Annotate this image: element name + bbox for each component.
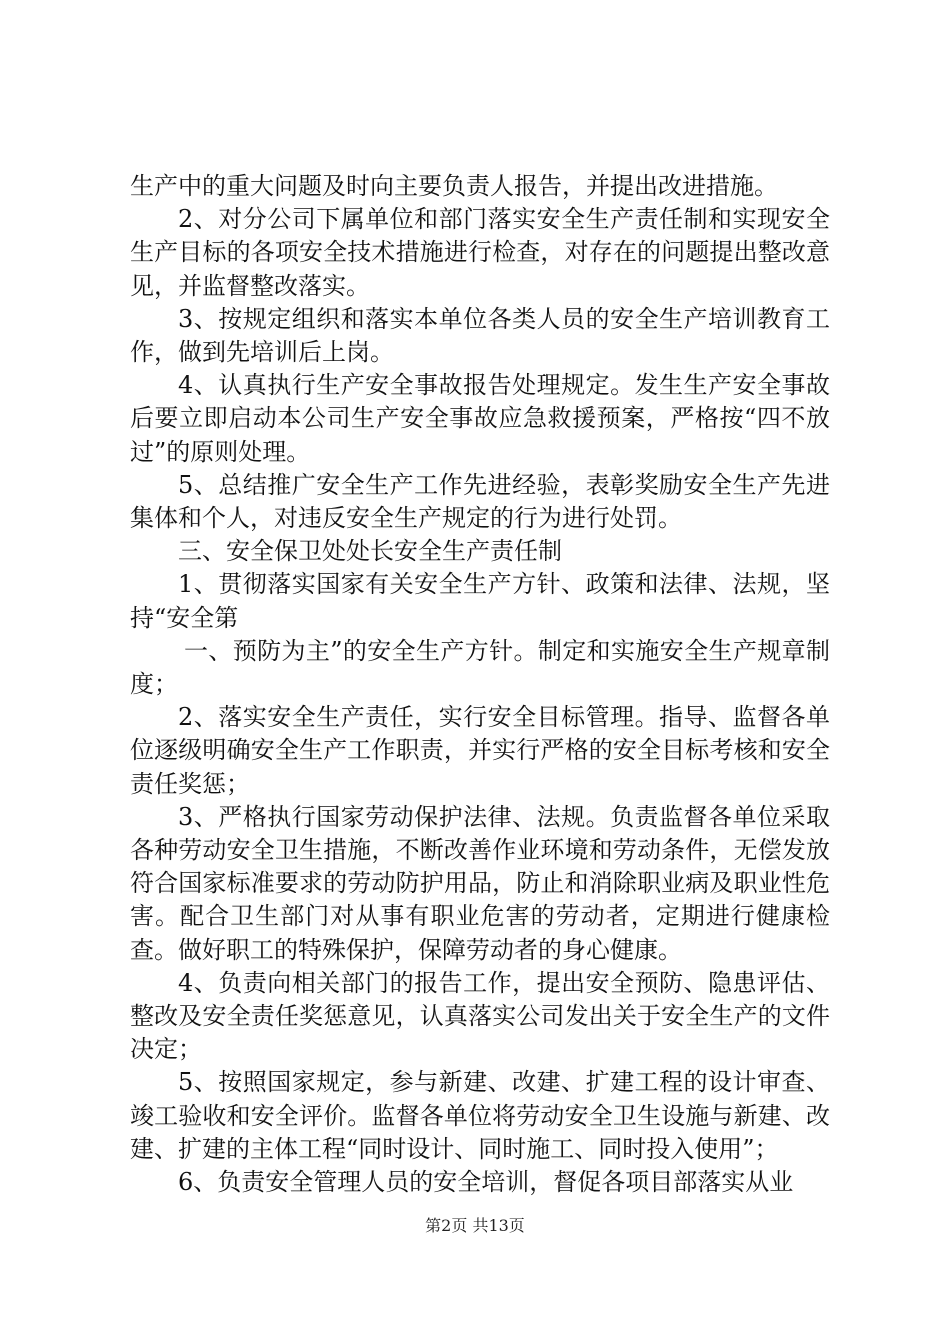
paragraph-item-5: 5、总结推广安全生产工作先进经验，表彰奖励安全生产先进集体和个人，对违反安全生产规定的行为进行处罚。 <box>130 470 830 533</box>
document-body <box>130 170 830 1199</box>
paragraph-item-2b: 2、落实安全生产责任，实行安全目标管理。指导、监督各单位逐级明确安全生产工作职责，并实行严格的安全目标考核和安全责任奖惩； <box>130 703 830 798</box>
paragraph-continuation: 生产中的重大问题及时向主要负责人报告，并提出改进措施。 <box>130 172 778 200</box>
paragraph-item-2: 2、对分公司下属单位和部门落实安全生产责任制和实现安全生产目标的各项安全技术措施进行检查，对存在的问题提出整改意见，并监督整改落实。 <box>130 205 830 300</box>
paragraph-item-1-continued: 一、预防为主”的安全生产方针。制定和实施安全生产规章制度； <box>130 636 830 699</box>
paragraph-item-4: 4、认真执行生产安全事故报告处理规定。发生生产安全事故后要立即启动本公司生产安全事故应急救援预案，严格按“四不放过”的原则处理。 <box>130 371 830 466</box>
paragraph-item-3b: 3、严格执行国家劳动保护法律、法规。负责监督各单位采取各种劳动安全卫生措施，不断改善作业环境和劳动条件，无偿发放符合国家标准要求的劳动防护用品，防止和消除职业病及职业性危害。配合卫生部门对从事有职业危害的劳动者，定期进行健康检查。做好职工的特殊保护，保障劳动者的身心健康。 <box>130 802 830 964</box>
paragraph-item-1: 1、贯彻落实国家有关安全生产方针、政策和法律、法规，坚持“安全第 <box>130 570 830 632</box>
paragraph-item-4b: 4、负责向相关部门的报告工作，提出安全预防、隐患评估、整改及安全责任奖惩意见，认真落实公司发出关于安全生产的文件决定； <box>130 968 830 1064</box>
paragraph-item-5b: 5、按照国家规定，参与新建、改建、扩建工程的设计审查、竣工验收和安全评价。监督各单位将劳动安全卫生设施与新建、改建、扩建的主体工程“同时设计、同时施工、同时投入使用”； <box>130 1068 830 1163</box>
section-heading: 三、安全保卫处处长安全生产责任制 <box>178 537 562 566</box>
page-number-footer: 第2页 共13页 <box>425 1216 525 1235</box>
paragraph-item-6b: 6、负责安全管理人员的安全培训，督促各项目部落实从业 <box>178 1168 794 1197</box>
paragraph-item-3: 3、按规定组织和落实本单位各类人员的安全生产培训教育工作，做到先培训后上岗。 <box>130 304 830 367</box>
